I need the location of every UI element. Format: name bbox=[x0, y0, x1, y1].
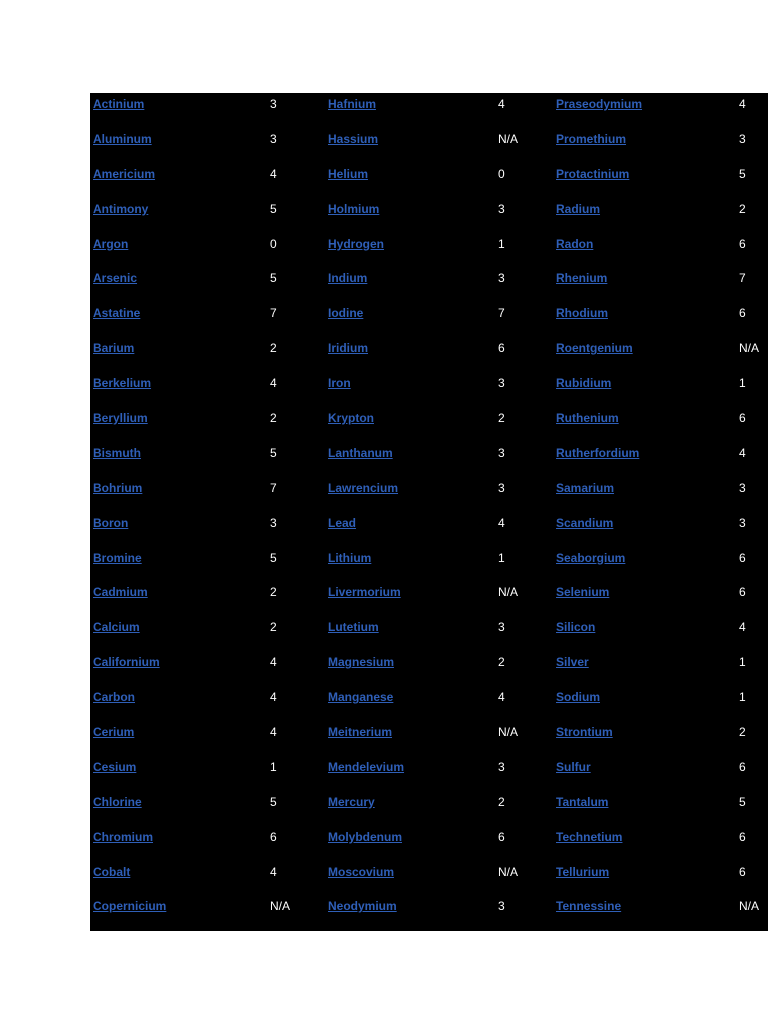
element-value: 4 bbox=[498, 97, 505, 111]
element-value: 4 bbox=[498, 690, 505, 705]
element-value: 3 bbox=[498, 376, 505, 391]
element-value: 2 bbox=[739, 201, 746, 216]
element-value: 3 bbox=[498, 201, 505, 216]
element-link[interactable]: Bohrium bbox=[93, 480, 143, 495]
element-link[interactable]: Manganese bbox=[328, 690, 394, 705]
table-row bbox=[553, 233, 768, 268]
element-link[interactable]: Aluminum bbox=[93, 131, 152, 146]
table-row bbox=[325, 721, 553, 756]
table-row bbox=[90, 861, 325, 896]
table-row bbox=[553, 686, 768, 721]
element-link[interactable]: Seaborgium bbox=[556, 550, 626, 565]
table-row bbox=[325, 547, 553, 582]
element-link[interactable]: Meitnerium bbox=[328, 725, 393, 740]
element-value: 4 bbox=[270, 376, 277, 391]
element-link[interactable]: Helium bbox=[328, 166, 369, 181]
table-row bbox=[90, 895, 325, 930]
element-value: 4 bbox=[270, 725, 277, 740]
element-value: 2 bbox=[270, 341, 277, 356]
element-value: N/A bbox=[498, 725, 519, 740]
element-value: 2 bbox=[270, 585, 277, 600]
table-row bbox=[325, 128, 553, 163]
element-link[interactable]: Carbon bbox=[93, 690, 135, 705]
element-link[interactable]: Lutetium bbox=[328, 620, 379, 635]
element-link[interactable]: Lanthanum bbox=[328, 445, 393, 460]
element-link[interactable]: Rubidium bbox=[556, 376, 612, 391]
element-link[interactable]: Californium bbox=[93, 655, 160, 670]
element-value: 4 bbox=[270, 864, 277, 879]
element-link[interactable]: Rhodium bbox=[556, 306, 608, 321]
element-value: 7 bbox=[270, 480, 277, 495]
element-value: 2 bbox=[739, 725, 746, 740]
element-value: 7 bbox=[270, 306, 277, 321]
element-value: 6 bbox=[739, 411, 746, 426]
table-column-1 bbox=[90, 93, 325, 931]
element-link[interactable]: Cobalt bbox=[93, 864, 131, 879]
element-value: N/A bbox=[498, 585, 519, 600]
table-row bbox=[325, 895, 553, 930]
element-value: 5 bbox=[270, 550, 277, 565]
element-link[interactable]: Holmium bbox=[328, 201, 380, 216]
element-link[interactable]: Astatine bbox=[93, 306, 141, 321]
element-link[interactable]: Bromine bbox=[93, 550, 142, 565]
element-value: 3 bbox=[270, 131, 277, 146]
element-value: 2 bbox=[498, 655, 505, 670]
table-row bbox=[553, 267, 768, 302]
element-value: N/A bbox=[739, 899, 760, 914]
element-link[interactable]: Copernicium bbox=[93, 899, 167, 914]
element-link[interactable]: Promethium bbox=[556, 131, 627, 146]
table-row bbox=[553, 93, 768, 128]
element-link[interactable]: Protactinium bbox=[556, 166, 630, 181]
table-row bbox=[553, 442, 768, 477]
table-row bbox=[90, 128, 325, 163]
element-link[interactable]: Beryllium bbox=[93, 411, 148, 426]
element-link[interactable]: Hafnium bbox=[328, 97, 376, 111]
element-value: 6 bbox=[739, 864, 746, 879]
table-row bbox=[90, 616, 325, 651]
element-value: 4 bbox=[739, 445, 746, 460]
element-value: 6 bbox=[270, 829, 277, 844]
element-value: 0 bbox=[270, 236, 277, 251]
table-row bbox=[553, 477, 768, 512]
element-value: 1 bbox=[739, 376, 746, 391]
table-row bbox=[90, 826, 325, 861]
element-value: 1 bbox=[498, 550, 505, 565]
table-row bbox=[90, 756, 325, 791]
element-link[interactable]: Selenium bbox=[556, 585, 610, 600]
element-value: 5 bbox=[739, 166, 746, 181]
table-row bbox=[325, 372, 553, 407]
element-link[interactable]: Calcium bbox=[93, 620, 140, 635]
table-row bbox=[325, 581, 553, 616]
element-value: 3 bbox=[498, 620, 505, 635]
table-row bbox=[90, 477, 325, 512]
table-row bbox=[553, 826, 768, 861]
element-value: 6 bbox=[498, 829, 505, 844]
element-value: 2 bbox=[498, 411, 505, 426]
element-link[interactable]: Tennessine bbox=[556, 899, 622, 914]
element-link[interactable]: Neodymium bbox=[328, 899, 397, 914]
element-value: 6 bbox=[739, 236, 746, 251]
element-value: 3 bbox=[498, 759, 505, 774]
element-value: N/A bbox=[498, 131, 519, 146]
element-value: 3 bbox=[498, 899, 505, 914]
element-link[interactable]: Silicon bbox=[556, 620, 596, 635]
element-link[interactable]: Indium bbox=[328, 271, 368, 286]
element-value: 5 bbox=[270, 201, 277, 216]
table-row bbox=[90, 721, 325, 756]
element-link[interactable]: Cesium bbox=[93, 759, 137, 774]
table-row bbox=[553, 128, 768, 163]
element-value: 6 bbox=[498, 341, 505, 356]
table-row bbox=[325, 407, 553, 442]
element-value: 5 bbox=[739, 794, 746, 809]
table-row bbox=[90, 407, 325, 442]
table-row bbox=[90, 547, 325, 582]
element-link[interactable]: Silver bbox=[556, 655, 589, 670]
table-row bbox=[90, 302, 325, 337]
table-row bbox=[325, 826, 553, 861]
table-row bbox=[90, 233, 325, 268]
element-link[interactable]: Sulfur bbox=[556, 759, 591, 774]
element-link[interactable]: Radon bbox=[556, 236, 594, 251]
element-value: 4 bbox=[270, 690, 277, 705]
element-link[interactable]: Samarium bbox=[556, 480, 615, 495]
element-link[interactable]: Hassium bbox=[328, 131, 379, 146]
table-row bbox=[553, 337, 768, 372]
table-row bbox=[90, 512, 325, 547]
table-row bbox=[325, 861, 553, 896]
element-link[interactable]: Roentgenium bbox=[556, 341, 633, 356]
table-row bbox=[90, 198, 325, 233]
element-link[interactable]: Scandium bbox=[556, 515, 614, 530]
element-value: 2 bbox=[270, 620, 277, 635]
table-row bbox=[90, 442, 325, 477]
element-value: 3 bbox=[498, 271, 505, 286]
element-link[interactable]: Iridium bbox=[328, 341, 369, 356]
table-row bbox=[553, 721, 768, 756]
element-link[interactable]: Lithium bbox=[328, 550, 372, 565]
element-link[interactable]: Tantalum bbox=[556, 794, 609, 809]
element-link[interactable]: Strontium bbox=[556, 725, 613, 740]
element-link[interactable]: Boron bbox=[93, 515, 129, 530]
table-row bbox=[90, 372, 325, 407]
element-value: 4 bbox=[498, 515, 505, 530]
table-row bbox=[325, 651, 553, 686]
table-row bbox=[553, 895, 768, 930]
table-row bbox=[553, 163, 768, 198]
table-row bbox=[553, 651, 768, 686]
element-link[interactable]: Livermorium bbox=[328, 585, 401, 600]
element-value: 1 bbox=[739, 690, 746, 705]
element-link[interactable]: Rutherfordium bbox=[556, 445, 640, 460]
element-link[interactable]: Rhenium bbox=[556, 271, 608, 286]
element-link[interactable]: Chromium bbox=[93, 829, 153, 844]
table-row bbox=[90, 651, 325, 686]
element-value: 3 bbox=[270, 97, 277, 111]
element-link[interactable]: Ruthenium bbox=[556, 411, 619, 426]
table-row bbox=[90, 337, 325, 372]
element-link[interactable]: Sodium bbox=[556, 690, 600, 705]
table-row bbox=[325, 756, 553, 791]
table-row bbox=[325, 512, 553, 547]
element-link[interactable]: Actinium bbox=[93, 97, 145, 111]
table-row bbox=[325, 233, 553, 268]
table-row bbox=[325, 337, 553, 372]
element-value: 6 bbox=[739, 585, 746, 600]
element-value: 2 bbox=[498, 794, 505, 809]
element-table bbox=[90, 93, 768, 931]
element-value: 2 bbox=[270, 411, 277, 426]
table-row bbox=[325, 442, 553, 477]
table-row bbox=[553, 861, 768, 896]
element-link[interactable]: Iodine bbox=[328, 306, 364, 321]
element-link[interactable]: Krypton bbox=[328, 411, 374, 426]
element-value: 4 bbox=[739, 97, 746, 111]
element-value: 3 bbox=[270, 515, 277, 530]
element-link[interactable]: Mendelevium bbox=[328, 759, 405, 774]
element-link[interactable]: Mercury bbox=[328, 794, 375, 809]
element-link[interactable]: Lawrencium bbox=[328, 480, 399, 495]
table-row bbox=[553, 512, 768, 547]
table-row bbox=[553, 198, 768, 233]
table-row bbox=[553, 302, 768, 337]
table-row bbox=[553, 407, 768, 442]
element-link[interactable]: Berkelium bbox=[93, 376, 152, 391]
element-link[interactable]: Americium bbox=[93, 166, 156, 181]
element-link[interactable]: Chlorine bbox=[93, 794, 142, 809]
element-value: 6 bbox=[739, 306, 746, 321]
element-value: 6 bbox=[739, 829, 746, 844]
table-row bbox=[325, 477, 553, 512]
table-row bbox=[325, 791, 553, 826]
element-link[interactable]: Iron bbox=[328, 376, 351, 391]
element-link[interactable]: Molybdenum bbox=[328, 829, 402, 844]
table-column-3 bbox=[553, 93, 768, 931]
table-row bbox=[553, 547, 768, 582]
table-row bbox=[325, 616, 553, 651]
table-row bbox=[90, 267, 325, 302]
table-row bbox=[553, 791, 768, 826]
table-row bbox=[553, 756, 768, 791]
table-row bbox=[553, 616, 768, 651]
element-link[interactable]: Cadmium bbox=[93, 585, 148, 600]
table-row bbox=[90, 93, 325, 128]
element-value: 5 bbox=[270, 445, 277, 460]
table-row bbox=[325, 267, 553, 302]
table-row bbox=[325, 686, 553, 721]
element-link[interactable]: Technetium bbox=[556, 829, 623, 844]
element-link[interactable]: Moscovium bbox=[328, 864, 395, 879]
element-link[interactable]: Antimony bbox=[93, 201, 149, 216]
element-link[interactable]: Hydrogen bbox=[328, 236, 385, 251]
element-link[interactable]: Argon bbox=[93, 236, 129, 251]
element-link[interactable]: Bismuth bbox=[93, 445, 141, 460]
element-link[interactable]: Magnesium bbox=[328, 655, 395, 670]
element-value: 7 bbox=[739, 271, 746, 286]
element-value: 4 bbox=[270, 655, 277, 670]
element-value: 1 bbox=[498, 236, 505, 251]
element-value: 6 bbox=[739, 550, 746, 565]
element-value: 5 bbox=[270, 271, 277, 286]
table-row bbox=[325, 198, 553, 233]
table-row bbox=[325, 163, 553, 198]
element-value: 7 bbox=[498, 306, 505, 321]
element-value: 0 bbox=[498, 166, 505, 181]
element-link[interactable]: Praseodymium bbox=[556, 97, 643, 111]
table-column-2 bbox=[325, 93, 553, 931]
element-value: 1 bbox=[270, 759, 277, 774]
element-value: 4 bbox=[270, 166, 277, 181]
element-value: 3 bbox=[739, 515, 746, 530]
element-value: 3 bbox=[498, 480, 505, 495]
table-row bbox=[90, 163, 325, 198]
element-link[interactable]: Tellurium bbox=[556, 864, 610, 879]
element-value: 5 bbox=[270, 794, 277, 809]
element-value: N/A bbox=[498, 864, 519, 879]
element-value: 4 bbox=[739, 620, 746, 635]
table-row bbox=[553, 581, 768, 616]
element-link[interactable]: Lead bbox=[328, 515, 357, 530]
element-value: 1 bbox=[739, 655, 746, 670]
element-value: 3 bbox=[739, 480, 746, 495]
element-value: N/A bbox=[270, 899, 291, 914]
element-value: 3 bbox=[498, 445, 505, 460]
element-link[interactable]: Arsenic bbox=[93, 271, 138, 286]
table-row bbox=[325, 93, 553, 128]
element-link[interactable]: Cerium bbox=[93, 725, 135, 740]
element-value: 6 bbox=[739, 759, 746, 774]
table-row bbox=[90, 581, 325, 616]
table-row bbox=[90, 686, 325, 721]
table-row bbox=[90, 791, 325, 826]
element-link[interactable]: Radium bbox=[556, 201, 601, 216]
table-row bbox=[553, 372, 768, 407]
table-row bbox=[325, 302, 553, 337]
element-link[interactable]: Barium bbox=[93, 341, 135, 356]
element-value: 3 bbox=[739, 131, 746, 146]
element-value: N/A bbox=[739, 341, 760, 356]
